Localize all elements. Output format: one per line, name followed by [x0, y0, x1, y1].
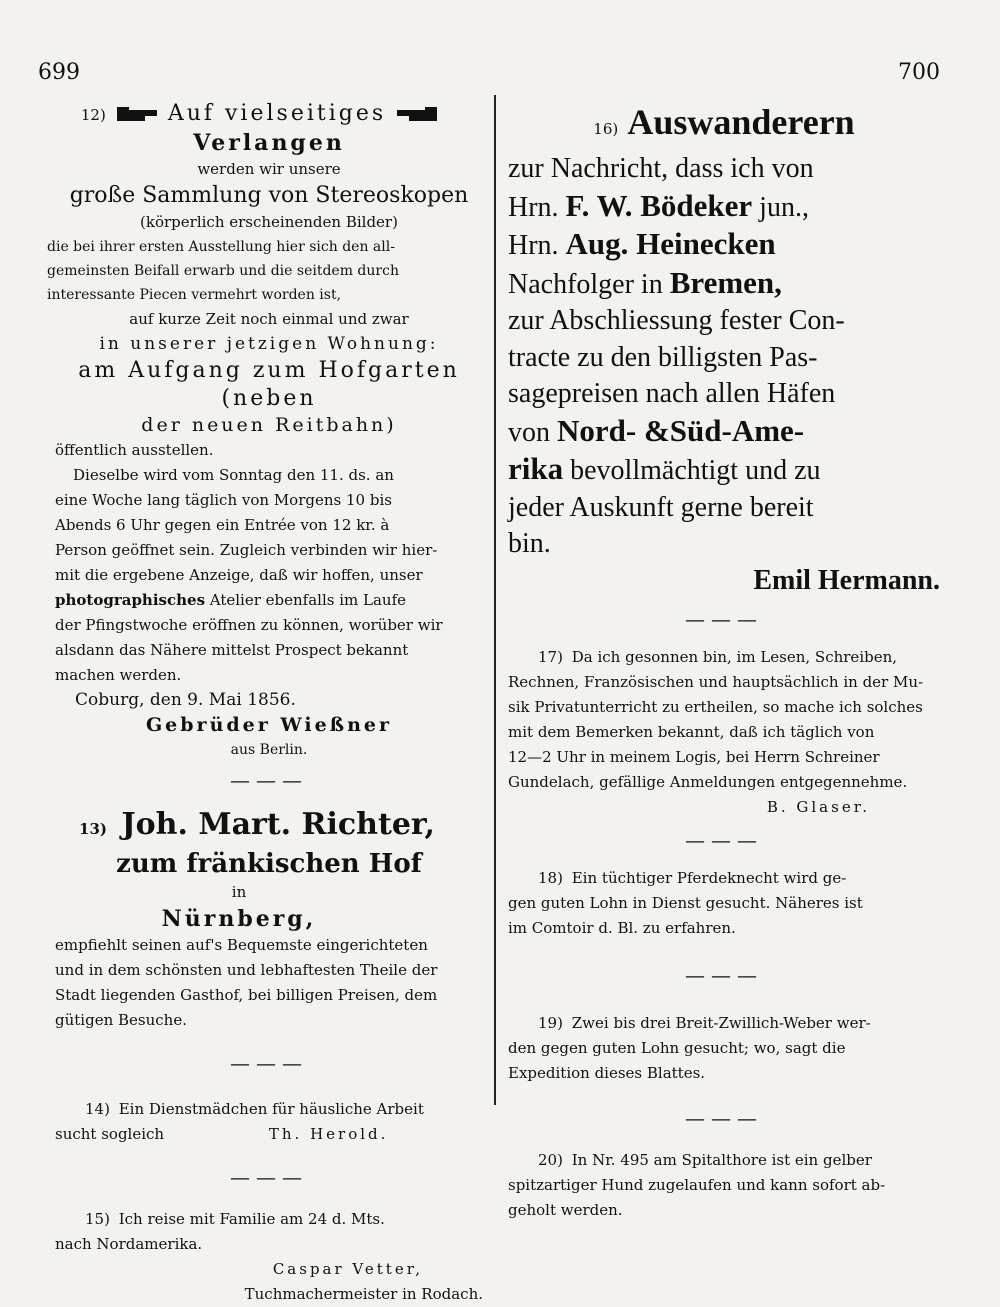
ad-line: Person geöffnet sein. Zugleich verbinden wir hier-: [55, 541, 438, 559]
ad-line: die bei ihrer ersten Ausstellung hier sich den all-: [47, 239, 395, 255]
ad-line: tracte zu den billigsten Pas-: [508, 341, 818, 373]
ad-signature: Th. Herold.: [268, 1125, 389, 1143]
ad-heading-line: [508, 100, 940, 151]
ad-line: Gundelach, gefällige Anmeldungen entgegennehme.: [508, 772, 908, 791]
ad-line: machen werden.: [55, 666, 182, 684]
ad-line: sik Privatunterricht zu ertheilen, so mache ich solches: [508, 697, 923, 716]
ad-line: [55, 1207, 483, 1232]
pointing-hand-right-icon: [117, 104, 161, 124]
ad-signature: B. Glaser.: [766, 797, 870, 816]
ad-number: 12): [80, 106, 106, 124]
ad-line: in: [231, 883, 247, 901]
left-column: [47, 100, 483, 1307]
ad-text: Da ich gesonnen bin, im Lesen, Schreiben,: [571, 647, 898, 666]
ad-text: Hrn.: [508, 230, 559, 261]
ad-line: [508, 1148, 940, 1173]
ad-emphasis: rika: [508, 451, 564, 486]
ad-line: [508, 1011, 940, 1036]
ad-line: mit die ergebene Anzeige, daß wir hoffen, unser: [55, 566, 423, 584]
ad-text: sucht sogleich: [55, 1125, 165, 1143]
ad-line: mit dem Bemerken bekannt, daß ich täglich von: [508, 722, 875, 741]
ad-line: Abends 6 Uhr gegen ein Entrée von 12 kr. à: [55, 516, 390, 534]
separator: ———: [230, 1165, 308, 1189]
ad-heading-line: [35, 100, 483, 129]
ad-line: gen guten Lohn in Dienst gesucht. Näheres ist: [508, 893, 863, 912]
ad-text: jun.,: [759, 191, 809, 223]
ad-line: den gegen guten Lohn gesucht; wo, sagt die: [508, 1038, 846, 1057]
ad-line: zum fränkischen Hof: [116, 849, 422, 879]
ad-line: [508, 866, 940, 891]
pointing-hand-left-icon: [393, 104, 437, 124]
ad-line: gütigen Besuche.: [55, 1011, 187, 1029]
ad-emphasis: Aug. Heinecken: [565, 226, 776, 261]
ad-line: [508, 413, 940, 452]
separator: ———: [230, 1051, 308, 1075]
ad-heading-line: [31, 806, 483, 848]
ad-line: Rechnen, Französischen und hauptsächlich in der Mu-: [508, 672, 924, 691]
advertisement-14: [55, 1097, 483, 1189]
ad-line: Dieselbe wird vom Sonntag den 11. ds. an: [73, 466, 394, 484]
ad-emphasis: Nord- &Süd-Ame-: [557, 412, 805, 448]
ad-line: werden wir unsere: [197, 160, 341, 178]
ad-line: bin.: [508, 528, 551, 559]
right-column: [508, 100, 940, 1223]
ad-line: nach Nordamerika.: [55, 1235, 203, 1253]
ad-line: Verlangen: [193, 130, 345, 156]
ad-line: der Pfingstwoche eröffnen zu können, worüber wir: [55, 616, 443, 634]
ad-line: sagepreisen nach allen Häfen: [508, 378, 836, 409]
ad-text: Zwei bis drei Breit-Zwillich-Weber wer-: [571, 1013, 871, 1032]
ad-signature: Caspar Vetter,: [272, 1260, 423, 1278]
separator: ———: [685, 962, 763, 987]
ad-signature: Emil Hermann.: [753, 564, 940, 596]
page-number-left: 699: [38, 60, 80, 85]
ad-number: 19): [538, 1013, 563, 1032]
advertisement-16: [508, 100, 940, 631]
ad-line: große Sammlung von Stereoskopen: [69, 183, 469, 208]
ad-line: [508, 226, 940, 265]
ad-line: am Aufgang zum Hofgarten (neben: [78, 358, 460, 411]
ad-text: In Nr. 495 am Spitalthore ist ein gelber: [571, 1150, 872, 1169]
separator: ———: [685, 606, 763, 631]
ad-line: spitzartiger Hund zugelaufen und kann sofort ab-: [508, 1175, 886, 1194]
ad-line: geholt werden.: [508, 1200, 623, 1219]
ad-line: Stadt liegenden Gasthof, bei billigen Preisen, dem: [55, 986, 438, 1004]
ad-number: 14): [85, 1100, 110, 1118]
ad-text: von: [508, 416, 550, 448]
ad-number: 13): [79, 820, 107, 838]
ad-line: empfiehlt seinen auf's Bequemste eingerichteten: [55, 936, 428, 954]
ad-number: 18): [538, 868, 563, 887]
ad-text: Nachfolger in: [508, 268, 663, 300]
advertisement-13: [55, 806, 483, 1075]
ad-line: (körperlich erscheinenden Bilder): [140, 213, 398, 231]
advertisement-15: [55, 1207, 483, 1307]
ad-text: Ein tüchtiger Pferdeknecht wird ge-: [571, 868, 847, 887]
page-number-right: 700: [898, 60, 940, 85]
ad-text: Atelier ebenfalls im Laufe: [205, 591, 407, 609]
ad-line: [508, 188, 940, 227]
ad-line: Tuchmachermeister in Rodach.: [244, 1285, 483, 1303]
ad-line: jeder Auskunft gerne bereit: [508, 491, 814, 523]
ad-text: bevollmächtigt und zu: [563, 455, 821, 486]
ad-emphasis: photographisches: [55, 591, 206, 609]
ad-line: eine Woche lang täglich von Morgens 10 bis: [55, 491, 392, 509]
ad-title: Auswanderern: [627, 102, 855, 142]
separator: ———: [685, 827, 763, 852]
advertisement-12: [47, 100, 483, 792]
column-divider: [494, 95, 496, 1105]
ad-line: aus Berlin.: [230, 742, 308, 758]
ad-text: Ein Dienstmädchen für häusliche Arbeit: [118, 1100, 424, 1118]
advertisement-19: [508, 1011, 940, 1130]
ad-number: 17): [538, 647, 563, 666]
ad-line: [55, 1097, 483, 1122]
ad-emphasis: Bremen,: [669, 264, 782, 300]
separator: ———: [230, 768, 308, 792]
ad-number: 16): [593, 120, 619, 138]
ad-line: im Comtoir d. Bl. zu erfahren.: [508, 918, 736, 937]
advertisement-20: [508, 1148, 940, 1223]
ad-line: [55, 588, 483, 613]
ad-line: [508, 451, 940, 490]
ad-line: [508, 645, 940, 670]
separator: ———: [685, 1105, 763, 1130]
ad-line: zur Nachricht, dass ich von: [508, 153, 814, 184]
ad-line: öffentlich ausstellen.: [55, 441, 214, 459]
ad-line: gemeinsten Beifall erwarb und die seitdem durch: [47, 263, 399, 279]
ad-signature: Gebrüder Wießner: [145, 714, 393, 736]
ad-line: Nürnberg,: [161, 906, 317, 932]
ad-emphasis: F. W. Bödeker: [565, 187, 753, 223]
ad-line: interessante Piecen vermehrt worden ist,: [47, 287, 342, 303]
ad-line: zur Abschliessung fester Con-: [508, 305, 845, 336]
advertisement-18: [508, 866, 940, 987]
ad-line: Expedition dieses Blattes.: [508, 1063, 706, 1082]
ad-number: 20): [538, 1150, 563, 1169]
ad-line: und in dem schönsten und lebhaftesten Theile der: [55, 961, 438, 979]
ad-title: Auf vielseitiges: [167, 101, 387, 126]
ad-line: in unserer jetzigen Wohnung:: [99, 334, 439, 354]
ad-line: der neuen Reitbahn): [141, 414, 397, 436]
ad-line: auf kurze Zeit noch einmal und zwar: [129, 310, 409, 328]
ad-number: 15): [85, 1210, 110, 1228]
ad-date: Coburg, den 9. Mai 1856.: [75, 690, 296, 710]
advertisement-17: [508, 645, 940, 852]
ad-line: alsdann das Nähere mittelst Prospect bekannt: [55, 641, 409, 659]
ad-line: [508, 265, 940, 304]
ad-title: Joh. Mart. Richter,: [121, 807, 435, 842]
ad-text: Ich reise mit Familie am 24 d. Mts.: [118, 1210, 385, 1228]
ad-text: Hrn.: [508, 191, 559, 223]
ad-line: 12—2 Uhr in meinem Logis, bei Herrn Schreiner: [508, 747, 880, 766]
ad-line: [55, 1122, 483, 1147]
